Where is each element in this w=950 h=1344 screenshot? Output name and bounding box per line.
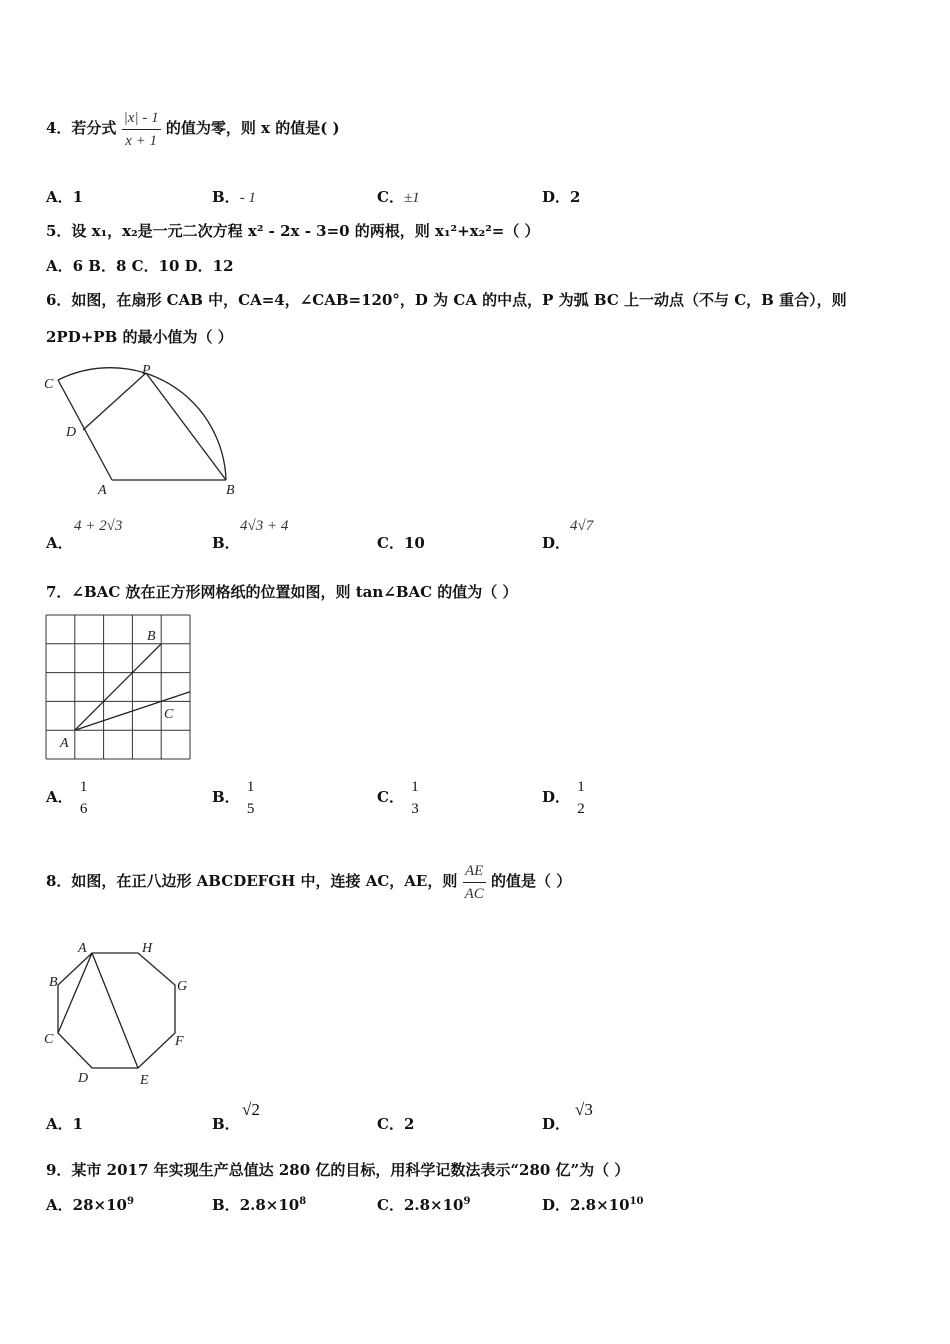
q4-option-d: D．2 (542, 188, 581, 206)
q8-label-h: H (142, 941, 153, 956)
q6-option-d-value: 4√7 (570, 518, 594, 534)
q4-option-c: C．±1 (377, 188, 420, 206)
q4-stem-post: 的值为零，则 x 的值是( ) (165, 119, 340, 137)
q8-option-b: B． (212, 1115, 240, 1133)
q7-option-b: B． 1 5 (212, 779, 255, 817)
q5-options: A．6 B．8 C．10 D．12 (46, 257, 234, 275)
q8-option-a: A．1 (46, 1115, 84, 1133)
q6-figure (38, 358, 248, 503)
q5-stem: 5．设 x₁，x₂是一元二次方程 x² - 2x - 3=0 的两根，则 x₁²+x₂²=（ ） (46, 222, 540, 240)
q8-frac-denominator: AC (464, 885, 484, 902)
q8-diagonal-ae (92, 953, 138, 1068)
q6-stem-line2: 2PD+PB 的最小值为（ ） (46, 328, 233, 346)
q6-label-c: C (44, 377, 54, 392)
q6-label-d: D (66, 425, 77, 440)
q6-option-b-value: 4√3 + 4 (240, 518, 289, 534)
q4-stem-pre: 4．若分式 (46, 119, 117, 137)
q8-stem-pre: 8．如图，在正八边形 ABCDEFGH 中，连接 AC，AE，则 (46, 872, 458, 890)
q8-option-c: C．2 (377, 1115, 415, 1133)
q9-option-d: D．$2.8\times 10^{10}$ (542, 1196, 644, 1214)
q8-fraction (463, 860, 486, 905)
q6-option-d: D． (542, 534, 571, 552)
q6-segment-pb (146, 373, 226, 480)
q7-stem: 7．∠BAC 放在正方形网格纸的位置如图，则 tan∠BAC 的值为（ ） (46, 583, 518, 601)
q8-stem-post: 的值是（ ） (491, 872, 572, 890)
q8-label-c: C (44, 1032, 54, 1047)
q4-option-b: B．- 1 (212, 188, 256, 206)
q8-option-b-value: √2 (242, 1100, 260, 1119)
q8-label-f: F (175, 1034, 184, 1049)
q6-arc-bc (58, 368, 226, 480)
q7-grid-figure (44, 613, 194, 761)
q4-frac-numerator: |x| - 1 (122, 107, 161, 130)
q6-segment-dp (83, 373, 146, 430)
q6-label-a: A (98, 483, 107, 498)
q7-label-c: C (164, 707, 174, 722)
q8-octagon (58, 953, 175, 1068)
q4-frac-denominator: x + 1 (125, 132, 158, 149)
q8-frac-numerator: AE (463, 860, 486, 883)
q4-stem (46, 103, 340, 153)
q8-label-b: B (49, 975, 58, 990)
q4-fraction (122, 107, 161, 152)
q7-option-d: D． 1 2 (542, 779, 585, 817)
q9-option-b: B．$2.8\times 10^8$ (212, 1196, 307, 1214)
q6-label-p: P (142, 363, 151, 378)
q6-stem-line1: 6．如图，在扇形 CAB 中，CA=4，∠CAB=120°，D 为 CA 的中点，P 为弧 BC 上一动点（不与 C，B 重合），则 (46, 291, 847, 309)
q7-ray-ab (75, 644, 161, 730)
q6-option-c: C．10 (377, 534, 425, 552)
q6-option-b: B． (212, 534, 240, 552)
q6-option-a-value: 4 + 2√3 (74, 518, 123, 534)
q8-label-g: G (177, 979, 188, 994)
q6-label-b: B (226, 483, 235, 498)
q7-label-b: B (147, 629, 156, 644)
q9-stem: 9．某市 2017 年实现生产总值达 280 亿的目标，用科学记数法表示“280 亿”为（ ） (46, 1161, 630, 1179)
q6-option-a: A． (46, 534, 73, 552)
q4-option-a: A．1 (46, 188, 84, 206)
q8-stem (46, 856, 571, 906)
q7-option-a: A． 1 6 (46, 779, 88, 817)
q8-label-a: A (78, 941, 87, 956)
q9-option-c: C．$2.8\times 10^9$ (377, 1196, 471, 1214)
q8-octagon-figure (40, 935, 200, 1090)
q8-label-d: D (78, 1071, 89, 1086)
q8-option-d-value: √3 (575, 1100, 593, 1119)
q8-label-e: E (140, 1073, 149, 1088)
q9-option-a: A．$28\times 10^9$ (46, 1196, 134, 1214)
q7-option-c: C． 1 3 (377, 779, 419, 817)
q8-diagonal-ac (58, 953, 92, 1033)
q8-option-d: D． (542, 1115, 571, 1133)
q7-label-a: A (60, 736, 69, 751)
